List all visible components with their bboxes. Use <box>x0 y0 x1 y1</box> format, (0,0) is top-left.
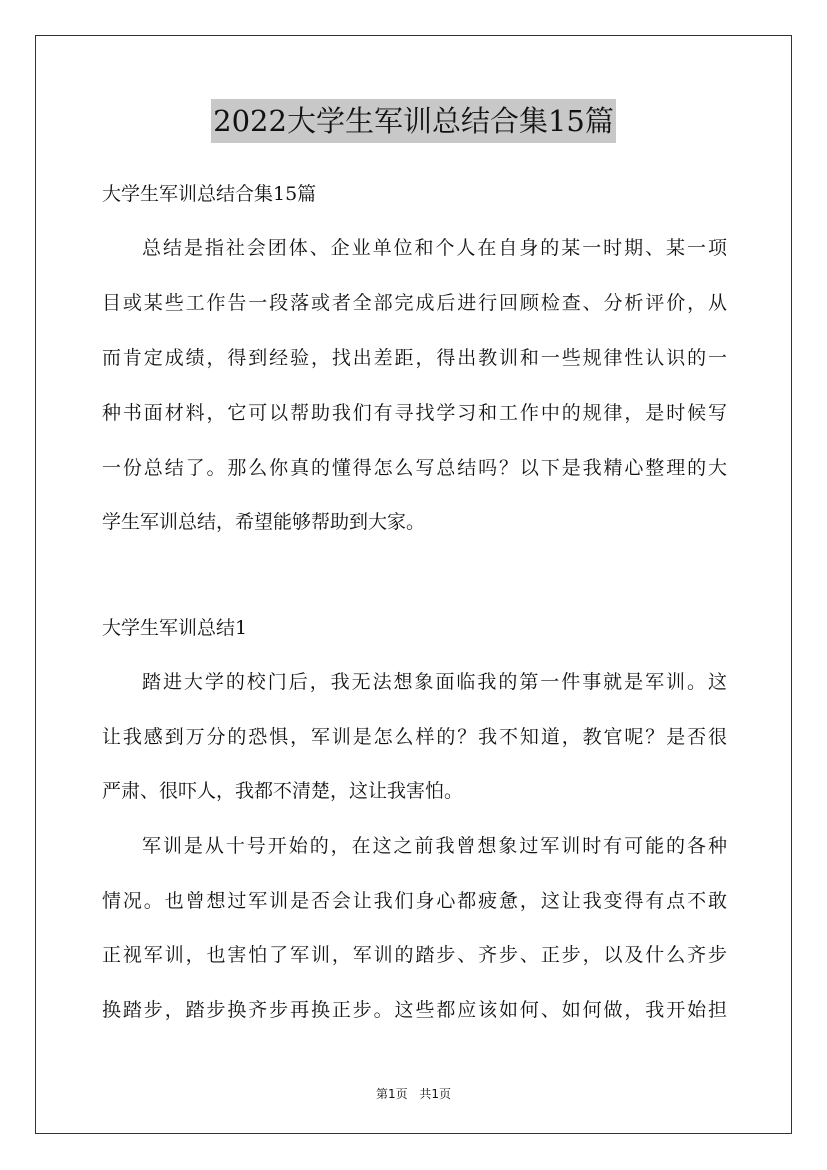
paragraph-line: 踏进大学的校门后，我无法想象面临我的第一件事就是军训。这 <box>142 671 727 693</box>
intro-line: 目或某些工作告一段落或者全部完成后进行回顾检查、分析评价，从 <box>102 292 727 314</box>
paragraph-line: 情况。也曾想过军训是否会让我们身心都疲惫，这让我变得有点不敢 <box>102 890 727 912</box>
document-title: 2022大学生军训总结合集15篇 <box>211 99 616 143</box>
paragraph-line: 换踏步，踏步换齐步再换正步。这些都应该如何、如何做，我开始担 <box>102 999 727 1021</box>
intro-line: 总结是指社会团体、企业单位和个人在自身的某一时期、某一项 <box>142 237 727 259</box>
paragraph-line: 让我感到万分的恐惧，军训是怎么样的？我不知道，教官呢？是否很 <box>102 726 727 748</box>
document-title-wrap <box>0 99 827 143</box>
subtitle: 大学生军训总结合集15篇 <box>102 183 317 205</box>
page-number: 第1页 <box>375 1087 408 1101</box>
section-heading: 大学生军训总结1 <box>102 617 248 639</box>
page-footer <box>0 1085 827 1102</box>
intro-line: 种书面材料，它可以帮助我们有寻找学习和工作中的规律，是时候写 <box>102 402 727 424</box>
intro-line: 而肯定成绩，得到经验，找出差距，得出教训和一些规律性认识的一 <box>102 347 727 369</box>
intro-line: 学生军训总结，希望能够帮助到大家。 <box>102 511 426 533</box>
page-total: 共1页 <box>419 1087 452 1101</box>
intro-line: 一份总结了。那么你真的懂得怎么写总结吗？以下是我精心整理的大 <box>102 457 727 479</box>
paragraph-line: 军训是从十号开始的，在这之前我曾想象过军训时有可能的各种 <box>142 835 727 857</box>
paragraph-line: 严肃、很吓人，我都不清楚，这让我害怕。 <box>102 780 464 802</box>
paragraph-line: 正视军训，也害怕了军训，军训的踏步、齐步、正步，以及什么齐步 <box>102 944 727 966</box>
